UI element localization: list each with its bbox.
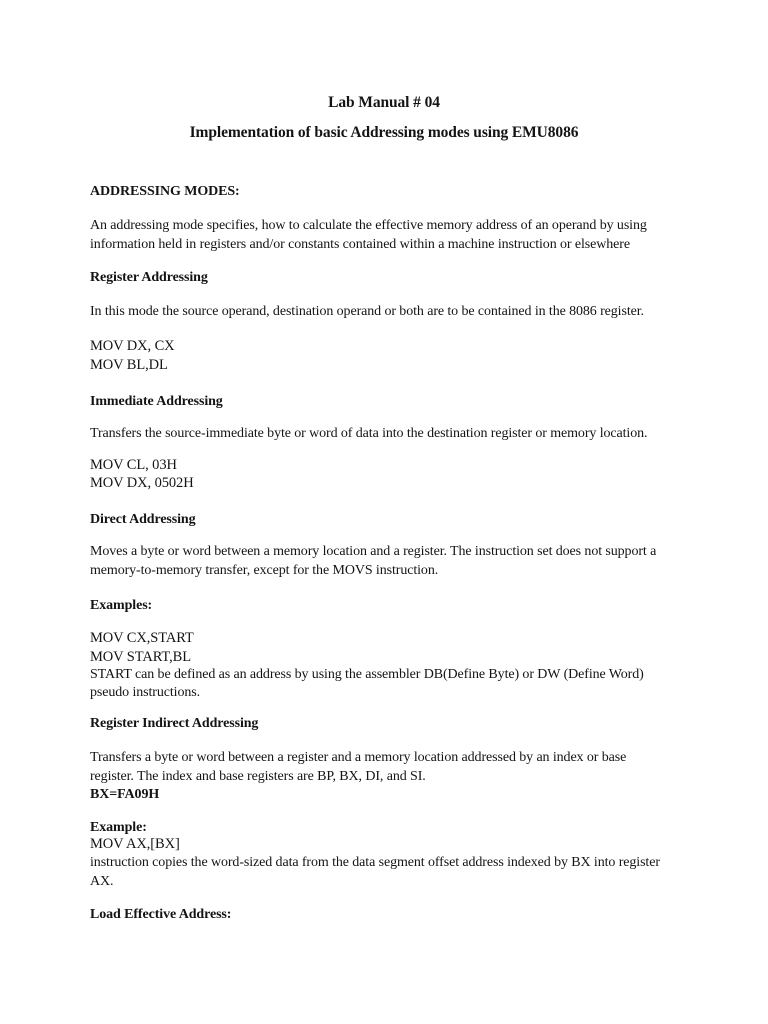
indirect-note-line-1: instruction copies the word-sized data from the data segment offset address indexed by BX into register	[90, 855, 660, 870]
register-indirect-heading: Register Indirect Addressing	[90, 716, 259, 731]
addressing-modes-heading: ADDRESSING MODES:	[90, 184, 240, 199]
indirect-note-line-2: AX.	[90, 874, 114, 889]
register-addressing-heading: Register Addressing	[90, 270, 208, 285]
indirect-code-line: MOV AX,[BX]	[90, 836, 180, 852]
indirect-description-line-2: register. The index and base registers are BP, BX, DI, and SI.	[90, 769, 426, 784]
intro-text-line-1: An addressing mode specifies, how to calculate the effective memory address of an operand by using	[90, 218, 647, 233]
lab-manual-subtitle: Implementation of basic Addressing modes using EMU8086	[189, 124, 579, 141]
direct-code-line-1: MOV CX,START	[90, 630, 194, 646]
register-addressing-description: In this mode the source operand, destination operand or both are to be contained in the 8086 register.	[90, 304, 644, 319]
direct-code-line-2: MOV START,BL	[90, 649, 191, 665]
direct-note-line-2: pseudo instructions.	[90, 685, 200, 700]
register-code-line-1: MOV DX, CX	[90, 338, 175, 354]
direct-note-line-1: START can be defined as an address by using the assembler DB(Define Byte) or DW (Define Word)	[90, 667, 644, 682]
immediate-code-line-2: MOV DX, 0502H	[90, 475, 194, 491]
load-effective-address-heading: Load Effective Address:	[90, 907, 232, 922]
bx-value: BX=FA09H	[90, 787, 160, 802]
immediate-code-line-1: MOV CL, 03H	[90, 457, 177, 473]
immediate-addressing-heading: Immediate Addressing	[90, 394, 223, 409]
register-code-line-2: MOV BL,DL	[90, 357, 168, 373]
direct-description-line-2: memory-to-memory transfer, except for the MOVS instruction.	[90, 563, 439, 578]
indirect-description-line-1: Transfers a byte or word between a register and a memory location addressed by an index or base	[90, 750, 627, 765]
example-heading: Example:	[90, 820, 147, 835]
examples-heading: Examples:	[90, 598, 153, 613]
intro-text-line-2: information held in registers and/or constants contained within a machine instruction or elsewhere	[90, 237, 630, 252]
direct-description-line-1: Moves a byte or word between a memory location and a register. The instruction set does not support a	[90, 544, 657, 559]
lab-manual-title: Lab Manual # 04	[328, 94, 440, 111]
direct-addressing-heading: Direct Addressing	[90, 512, 196, 527]
immediate-addressing-description: Transfers the source-immediate byte or word of data into the destination register or memory location.	[90, 426, 648, 441]
